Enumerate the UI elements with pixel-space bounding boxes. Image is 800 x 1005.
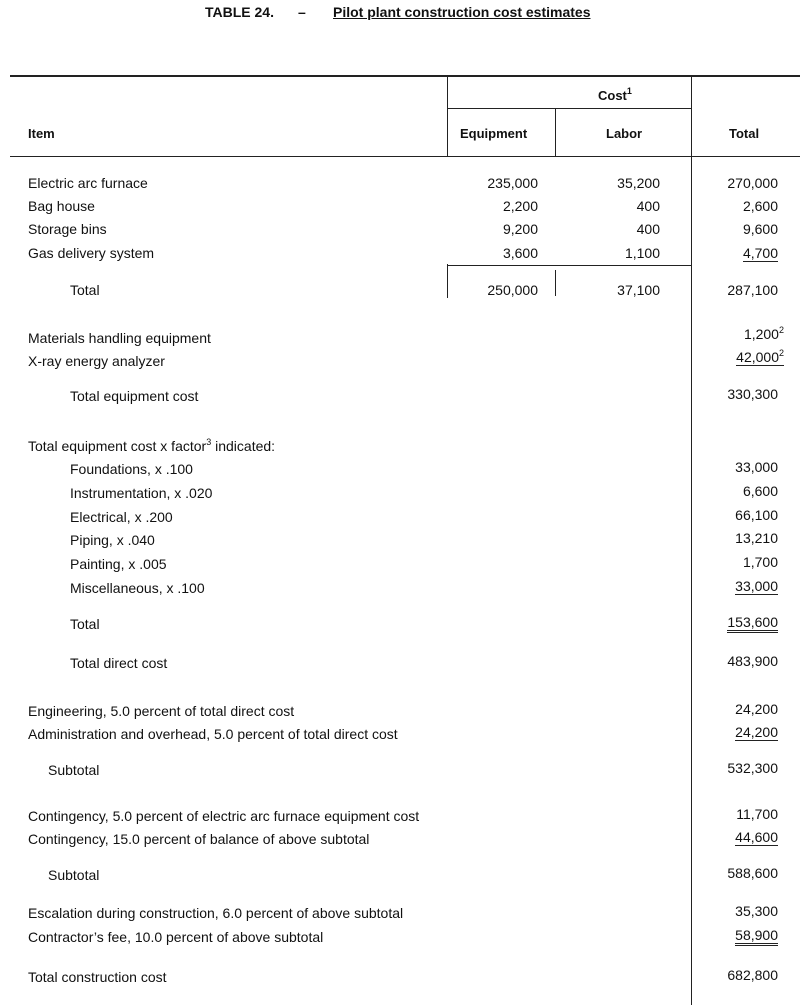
row-labor: 400	[636, 221, 660, 237]
table-caption: Pilot plant construction cost estimates	[333, 4, 591, 20]
row-equipment: 3,600	[502, 245, 538, 261]
row-labor: 35,200	[617, 175, 660, 191]
row-labor: 400	[636, 198, 660, 214]
factor-total: 33,000	[735, 578, 778, 594]
header-bottom-rule	[10, 156, 800, 157]
row-equipment: 9,200	[502, 221, 538, 237]
contingency-total: 44,600	[735, 829, 778, 845]
total-equipment-cost-label: Total equipment cost	[70, 388, 199, 404]
escalation-item: Escalation during construction, 6.0 percent of above subtotal	[28, 905, 404, 921]
contingency-item: Contingency, 15.0 percent of balance of above subtotal	[28, 831, 370, 847]
grand-total-label: Total construction cost	[28, 969, 167, 985]
factor-total-value: 153,600	[727, 614, 778, 633]
indirect-item: Engineering, 5.0 percent of total direct cost	[28, 703, 295, 719]
row-total: 1,200$^2$	[743, 325, 784, 342]
equipment-column-header: Equipment	[460, 126, 528, 141]
factor-item: Miscellaneous, x .100	[70, 580, 205, 596]
row-item: Total	[70, 282, 100, 298]
subtotal-value: 532,300	[727, 760, 778, 776]
cost-group-rule	[447, 108, 692, 109]
grand-total-value: 682,800	[727, 967, 778, 983]
factor-total: 33,000	[735, 459, 778, 475]
row-total: 2,600	[742, 198, 778, 214]
equipment-labor-divider	[555, 109, 556, 157]
table-number: TABLE 24.	[205, 4, 274, 20]
escalation-total: 35,300	[735, 903, 778, 919]
subtotal-label: Subtotal	[48, 867, 100, 883]
escalation-total: 58,900	[735, 927, 778, 946]
row-total: 42,000$^2$	[736, 348, 784, 365]
contingency-total: 11,700	[736, 806, 778, 822]
subtotal-label: Subtotal	[48, 762, 100, 778]
title-dash: –	[298, 4, 306, 20]
subtotal-value: 588,600	[727, 865, 778, 881]
equipment-subtotal-rule	[447, 265, 692, 266]
factor-item: Piping, x .040	[70, 532, 155, 548]
indirect-total: 24,200	[735, 701, 778, 717]
row-item: Bag house	[28, 198, 95, 214]
indirect-item: Administration and overhead, 5.0 percent of total direct cost	[28, 726, 398, 742]
row-item: Storage bins	[28, 221, 107, 237]
row-equipment: 235,000	[487, 175, 538, 191]
row-equipment: 250,000	[487, 282, 538, 298]
row-item: Gas delivery system	[28, 245, 155, 261]
factor-total-label: Total	[70, 616, 100, 632]
item-column-header: Item	[28, 126, 55, 141]
indirect-total: 24,200	[735, 724, 778, 740]
factor-total: 66,100	[735, 507, 778, 523]
total-column-header: Total	[729, 126, 760, 141]
row-total: 9,600	[742, 221, 778, 237]
labor-vline-lower	[555, 270, 556, 296]
row-total: 287,100	[727, 282, 778, 298]
labor-total-divider	[691, 77, 692, 157]
row-equipment: 2,200	[502, 198, 538, 214]
factor-item: Painting, x .005	[70, 556, 167, 572]
row-total: 270,000	[727, 175, 778, 191]
total-equipment-cost-value: 330,300	[727, 386, 778, 402]
equip-vline-lower	[447, 264, 448, 298]
row-item: Materials handling equipment	[28, 330, 211, 346]
row-item: X-ray energy analyzer	[28, 353, 165, 369]
labor-column-header: Labor	[606, 126, 643, 141]
factor-total: 1,700	[742, 554, 778, 570]
row-item: Electric arc furnace	[28, 175, 148, 191]
row-total: 4,700	[742, 245, 778, 261]
row-labor: 1,100	[624, 245, 660, 261]
escalation-item: Contractor’s fee, 10.0 percent of above subtotal	[28, 929, 324, 945]
factor-item: Electrical, x .200	[70, 509, 173, 525]
factor-total: 13,210	[735, 530, 778, 546]
factor-item: Foundations, x .100	[70, 461, 193, 477]
total-direct-cost-label: Total direct cost	[70, 655, 168, 671]
factor-heading: Total equipment cost x factor$^3$ indicated:	[28, 437, 276, 454]
factor-item: Instrumentation, x .020	[70, 485, 213, 501]
item-divider	[447, 77, 448, 157]
factor-total: 6,600	[742, 483, 778, 499]
cost-group-header: Cost$^1$	[598, 86, 632, 103]
total-vline-lower	[691, 157, 692, 1005]
total-direct-cost-value: 483,900	[727, 653, 778, 669]
top-rule	[10, 75, 800, 77]
contingency-item: Contingency, 5.0 percent of electric arc furnace equipment cost	[28, 808, 420, 824]
row-labor: 37,100	[617, 282, 660, 298]
